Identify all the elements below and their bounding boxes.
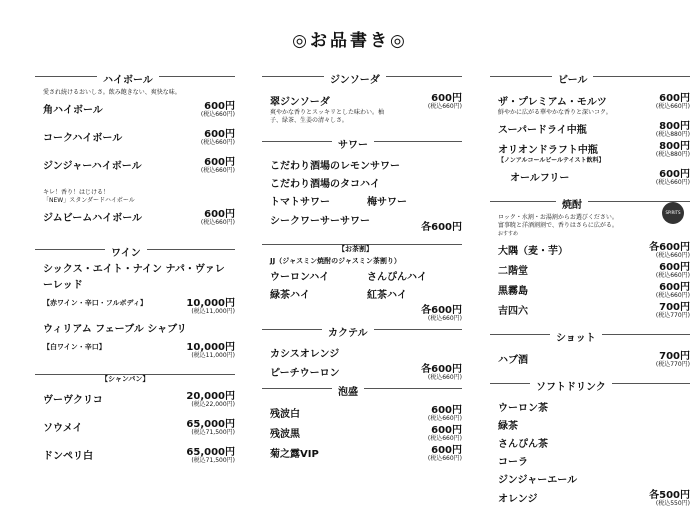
item-name: シークワーサーサワー [270, 216, 370, 227]
menu-item [262, 421, 462, 441]
item-name: 角ハイボール [43, 105, 103, 116]
section-beer: ビール [490, 68, 690, 84]
menu-item [262, 89, 462, 109]
tax-price: (税込660円) [200, 139, 235, 146]
tax-price: (税込660円) [655, 252, 690, 259]
item-name: 残波黒 [270, 429, 300, 440]
jj-item: JJ（ジャスミン焼酎のジャスミン茶割り） [270, 257, 401, 265]
item-name: 紅茶ハイ [367, 290, 407, 301]
menu-item [490, 468, 690, 486]
menu-item [35, 97, 235, 117]
item-name: オレンジ [498, 494, 538, 505]
menu-item [490, 258, 690, 278]
section-awamori: 泡盛 [262, 380, 462, 396]
jim-note: 「NEW」スタンダードハイボール [43, 197, 135, 204]
tax-price: (税込660円) [200, 167, 235, 174]
section-shochu: 焼酎 [490, 193, 690, 209]
tax-price: (税込880円) [655, 151, 690, 158]
shochu-note: 富事暁と洋酒割割で、香りはさらに広がる。 [498, 222, 618, 229]
menu-item [490, 238, 690, 258]
price: 600円 [659, 169, 690, 180]
item-name: 【赤ワイン・辛口・フルボディ】 [43, 299, 147, 307]
item-name: トマトサワー [270, 197, 330, 208]
menu-item [490, 89, 690, 109]
menu-item-name: シックス・エイト・ナイン ナパ・ヴァレーレッド [43, 264, 225, 291]
price: 600円 [204, 157, 235, 168]
menu-item [262, 190, 462, 208]
tax-price: (税込11,000円) [191, 308, 235, 315]
item-name: ドンペリ白 [43, 451, 93, 462]
item-name: ジムビームハイボール [43, 213, 142, 224]
menu-item [262, 283, 462, 301]
item-name: さんぴん茶 [498, 439, 548, 450]
item-name: 緑茶ハイ [270, 290, 310, 301]
section-highball: ハイボール [35, 68, 235, 84]
menu-item [35, 125, 235, 145]
item-name: 二階堂 [498, 266, 528, 277]
gin-note: 爽やかな香りとスッキリとした味わい。柚子、緑茶、生姜の清々しさ。 [270, 109, 384, 124]
menu-item [262, 342, 462, 360]
price: 10,000円 [186, 342, 235, 353]
tax-price: (税込71,500円) [191, 457, 235, 464]
price: 800円 [659, 141, 690, 152]
section-cocktail: カクテル [262, 321, 462, 337]
item-name: 吉四六 [498, 306, 528, 317]
spirits-badge-icon: SPIRITS [662, 202, 684, 224]
price: 600円 [431, 405, 462, 416]
tax-price: (税込660円) [427, 435, 462, 442]
price: 65,000円 [186, 419, 235, 430]
price: 700円 [659, 302, 690, 313]
section-ginsoda: ジンソーダ [262, 68, 462, 84]
menu-item [35, 338, 235, 358]
menu-item [490, 396, 690, 414]
nonalc-label: 【ノンアルコールビールテイスト飲料】 [498, 157, 605, 164]
item-name: 黒霧島 [498, 286, 528, 297]
price: 各600円 [421, 305, 462, 316]
section-shot: ショット [490, 326, 690, 342]
item-name: スーパードライ中瓶 [498, 125, 587, 136]
menu-item [490, 486, 690, 506]
menu-item [490, 278, 690, 298]
tax-price: (税込880円) [655, 131, 690, 138]
item-name: カシスオレンジ [270, 349, 340, 360]
menu-item [490, 298, 690, 318]
item-name: 緑茶 [498, 421, 518, 432]
tax-price: (税込660円) [427, 455, 462, 462]
menu-item [490, 414, 690, 432]
item-name: ウーロン茶 [498, 403, 548, 414]
price: 10,000円 [186, 298, 235, 309]
menu-item [490, 117, 690, 137]
menu-item [262, 401, 462, 421]
item-name: ジンジャーハイボール [43, 161, 142, 172]
tax-price: (税込11,000円) [191, 352, 235, 359]
item-name: コークハイボール [43, 133, 123, 144]
price: 600円 [204, 209, 235, 220]
tax-price: (税込660円) [427, 374, 462, 381]
section-sour: サワー [262, 133, 462, 149]
item-name: オリオンドラフト中瓶 [498, 145, 598, 156]
item-name: 【白ワイン・辛口】 [43, 343, 106, 351]
menu-item [262, 172, 462, 190]
highball-note: 愛され続けるおいしさ。飲み飽きない、爽快な味。 [43, 89, 181, 96]
price: 20,000円 [186, 391, 235, 402]
item-name: ピーチウーロン [270, 368, 340, 379]
item-name: ジンジャーエール [498, 475, 578, 486]
menu-item [262, 208, 462, 233]
price: 各600円 [421, 364, 462, 375]
column-3 [490, 68, 690, 506]
tax-price: (税込660円) [427, 103, 462, 110]
section-tea: 【お茶割】 [262, 236, 462, 252]
item-name: ソウメイ [43, 423, 83, 434]
price: 600円 [204, 129, 235, 140]
item-name: オールフリー [510, 173, 570, 184]
menu-title: ◎お品書き◎ [292, 31, 408, 51]
osusume-label: おすすめ [498, 231, 519, 237]
tax-price: (税込660円) [655, 292, 690, 299]
item-name: ハブ酒 [498, 355, 528, 366]
menu-item [490, 432, 690, 450]
menu-item [490, 165, 690, 185]
tax-price: (税込71,500円) [191, 429, 235, 436]
tax-price: (税込770円) [655, 312, 690, 319]
item-name: ザ・プレミアム・モルツ [498, 97, 607, 108]
section-champagne: 【シャンパン】 [35, 366, 235, 382]
menu-item [35, 443, 235, 463]
menu-item [490, 450, 690, 468]
menu-item-name: ウィリアム フェーブル シャブリ [43, 324, 187, 335]
menu-item [490, 137, 690, 157]
menu-item [490, 347, 690, 367]
tax-price: (税込660円) [655, 179, 690, 186]
column-2 [262, 68, 462, 461]
section-wine: ワイン [35, 241, 235, 257]
price: 600円 [204, 101, 235, 112]
price: 700円 [659, 351, 690, 362]
item-name: こだわり酒場のタコハイ [270, 179, 380, 190]
price: 600円 [431, 445, 462, 456]
menu-item [262, 360, 462, 380]
item-name: 梅サワー [367, 197, 407, 208]
jim-note: キレ！香り！はじける！ [43, 189, 109, 196]
item-name: こだわり酒場のレモンサワー [270, 161, 400, 172]
price: 600円 [659, 93, 690, 104]
tax-price: (税込660円) [200, 111, 235, 118]
item-name: コーラ [498, 457, 528, 468]
item-name: 残波白 [270, 409, 300, 420]
tax-price: (税込660円) [427, 315, 462, 322]
price: 600円 [431, 425, 462, 436]
price: 各500円 [649, 490, 690, 501]
item-name: さんぴんハイ [367, 272, 427, 283]
price-row [262, 301, 462, 321]
shochu-note: ロック・水割・お湯割からお選びください。 [498, 214, 618, 221]
menu-item [262, 154, 462, 172]
price: 各600円 [421, 222, 462, 233]
tax-price: (税込660円) [200, 219, 235, 226]
price: 600円 [659, 262, 690, 273]
price: 600円 [431, 93, 462, 104]
item-name: 菊之露VIP [270, 449, 319, 460]
price: 65,000円 [186, 447, 235, 458]
item-name: ウーロンハイ [270, 272, 330, 283]
menu-item [262, 441, 462, 461]
item-name: 翠ジンソーダ [270, 97, 330, 108]
price: 各600円 [649, 242, 690, 253]
item-name: 大隅（麦・芋） [498, 246, 568, 257]
tax-price: (税込550円) [655, 500, 690, 507]
section-soft: ソフトドリンク [490, 375, 690, 391]
menu-item [35, 387, 235, 407]
tax-price: (税込660円) [655, 103, 690, 110]
item-name: ヴーヴクリコ [43, 395, 103, 406]
menu-item [35, 205, 235, 225]
beer-note: 鮮やかに広がる華やかな香りと深いコク。 [498, 109, 612, 116]
tax-price: (税込22,000円) [191, 401, 235, 408]
price: 600円 [659, 282, 690, 293]
menu-item [262, 265, 462, 283]
tax-price: (税込660円) [655, 272, 690, 279]
tax-price: (税込770円) [655, 361, 690, 368]
menu-item [35, 153, 235, 173]
menu-item [35, 294, 235, 314]
tax-price: (税込660円) [427, 415, 462, 422]
price: 800円 [659, 121, 690, 132]
column-1 [35, 68, 235, 463]
menu-item [35, 415, 235, 435]
